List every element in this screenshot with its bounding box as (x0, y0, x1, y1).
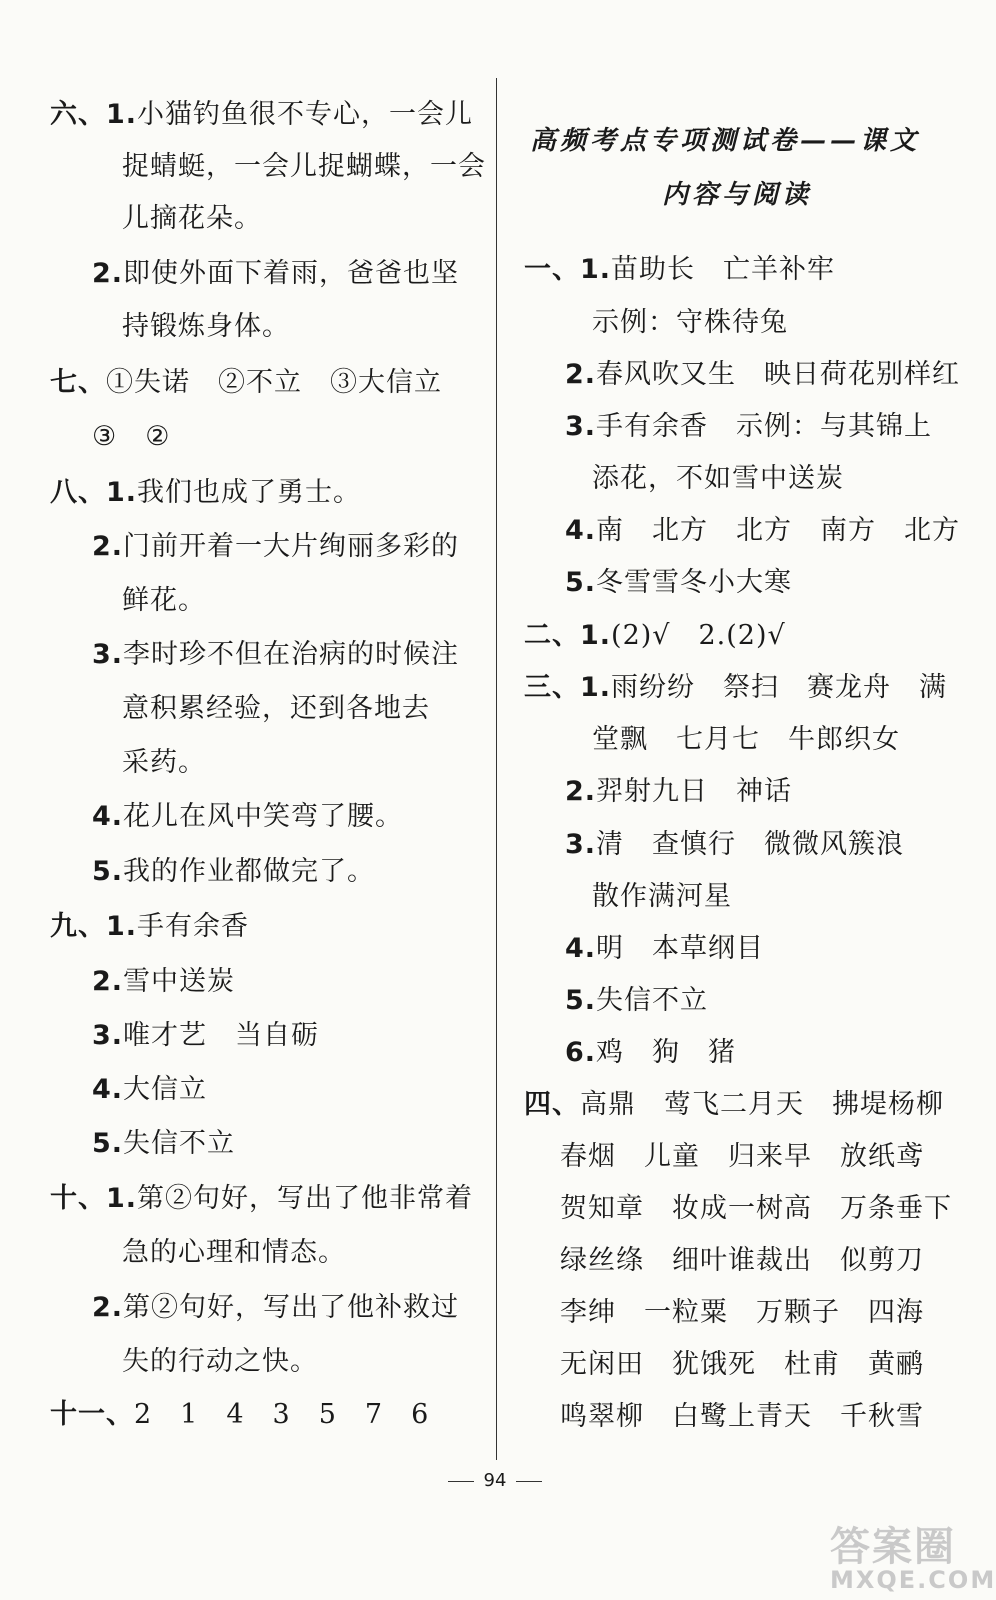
answer-line (122, 692, 430, 726)
answer-line (560, 1244, 924, 1278)
answer-line (565, 932, 764, 966)
answer-text: ①失诺 ②不立 ③大信立 (106, 367, 442, 398)
item-number: 4. (92, 1074, 124, 1105)
answer-line (565, 1036, 736, 1070)
item-number: 2. (92, 1292, 124, 1323)
column-divider (496, 78, 497, 1460)
answer-line (92, 1073, 207, 1107)
answer-text: 雨纷纷 祭扫 赛龙舟 满 (611, 672, 948, 703)
answer-line (122, 1236, 346, 1270)
answer-text: 春烟 儿童 归来早 放纸鸢 (560, 1141, 924, 1172)
page-number-dash-right (516, 1481, 542, 1482)
item-number: 2. (92, 258, 124, 289)
answer-text: 鲜花。 (122, 585, 206, 616)
answer-line (560, 1296, 924, 1330)
answer-line (92, 257, 459, 291)
answer-line (592, 306, 788, 340)
answer-text: 羿射九日 神话 (596, 776, 793, 807)
item-number: 四、 (524, 1089, 580, 1120)
answer-text: 无闲田 犹饿死 杜甫 黄鹂 (560, 1349, 924, 1380)
item-number: 4. (565, 515, 597, 546)
section-title-line: 高频考点专项测试卷——课文 (530, 126, 921, 156)
answer-line (50, 366, 442, 400)
answer-text: 添花，不如雪中送炭 (592, 463, 844, 494)
answer-line (592, 462, 844, 496)
answer-line (122, 746, 206, 780)
answer-line (122, 202, 262, 236)
answer-line (92, 800, 403, 834)
answer-line (565, 984, 708, 1018)
item-number: 2. (92, 966, 124, 997)
answer-line (524, 1088, 944, 1122)
page-number-dash-left (448, 1481, 474, 1482)
answer-line (92, 1291, 459, 1325)
answer-line (92, 1127, 235, 1161)
item-number: 六、1. (50, 99, 138, 130)
watermark-text-bottom: MXQE.COM (830, 1566, 996, 1594)
answer-text: 大信立 (123, 1074, 208, 1105)
item-number: 3. (565, 829, 597, 860)
answer-line (524, 253, 835, 287)
answer-text: 南 北方 北方 南方 北方 (596, 515, 961, 546)
answer-text: 第②句好，写出了他非常着 (137, 1183, 474, 1214)
answer-text: 第②句好，写出了他补救过 (123, 1292, 460, 1323)
answer-text: (2)√ 2.(2)√ (611, 620, 786, 651)
answer-text: 门前开着一大片绚丽多彩的 (123, 531, 460, 562)
item-number: 5. (565, 567, 597, 598)
answer-line (560, 1400, 924, 1434)
answer-text: 小猫钓鱼很不专心，一会儿 (137, 99, 474, 130)
answer-line (92, 420, 170, 454)
item-number: 2. (565, 776, 597, 807)
item-number: 3. (92, 639, 124, 670)
item-number: 5. (92, 856, 124, 887)
answer-text: 2 1 4 3 5 7 6 (134, 1399, 430, 1430)
item-number: 九、1. (50, 911, 138, 942)
item-number: 七、 (50, 367, 106, 398)
answer-text: 鸡 狗 猪 (596, 1037, 737, 1068)
item-number: 八、1. (50, 477, 138, 508)
item-number: 一、1. (524, 254, 612, 285)
item-number: 4. (92, 801, 124, 832)
answer-line (560, 1140, 924, 1174)
item-number: 二、1. (524, 620, 612, 651)
answer-text: 花儿在风中笑弯了腰。 (123, 801, 404, 832)
item-number: 三、1. (524, 672, 612, 703)
answer-text: 清 查慎行 微微风簇浪 (596, 829, 905, 860)
answer-line (592, 880, 732, 914)
answer-line (122, 1345, 318, 1379)
answer-line (592, 723, 900, 757)
watermark-text-top: 答案圈 (830, 1524, 956, 1570)
answer-line (122, 310, 290, 344)
answer-line (524, 619, 786, 653)
answer-text: 唯才艺 当自砺 (123, 1020, 320, 1051)
answer-line (565, 514, 960, 548)
answer-text: 失信不立 (123, 1128, 236, 1159)
answer-text: 捉蜻蜓，一会儿捉蝴蝶，一会 (122, 151, 486, 182)
item-number: 5. (92, 1128, 124, 1159)
watermark-logo (830, 1515, 996, 1595)
answer-text: 手有余香 示例：与其锦上 (596, 411, 933, 442)
answer-text: 儿摘花朵。 (122, 203, 262, 234)
answer-text: 持锻炼身体。 (122, 311, 290, 342)
answer-text: 采药。 (122, 747, 206, 778)
answer-text: 雪中送炭 (123, 966, 236, 997)
answer-text: 冬雪雪冬小大寒 (596, 567, 793, 598)
answer-text: 失的行动之快。 (122, 1346, 318, 1377)
answer-text: 李时珍不但在治病的时候注 (123, 639, 460, 670)
answer-line (565, 775, 792, 809)
answer-line (565, 410, 932, 444)
answer-text: 堂飘 七月七 牛郎织女 (592, 724, 900, 755)
answer-line (50, 476, 361, 510)
answer-line (50, 98, 473, 132)
answer-text: ③ ② (92, 421, 171, 452)
answer-line (92, 855, 375, 889)
item-number: 3. (565, 411, 597, 442)
answer-text: 散作满河星 (592, 881, 732, 912)
answer-text: 示例：守株待兔 (592, 307, 788, 338)
answer-line (565, 566, 792, 600)
answer-text: 我的作业都做完了。 (123, 856, 376, 887)
answer-line (92, 530, 459, 564)
answer-text: 失信不立 (596, 985, 709, 1016)
answer-text: 我们也成了勇士。 (137, 477, 362, 508)
answer-line (565, 358, 960, 392)
item-number: 5. (565, 985, 597, 1016)
answer-text: 苗助长 亡羊补牢 (611, 254, 836, 285)
item-number: 十、1. (50, 1183, 138, 1214)
answer-text: 李绅 一粒粟 万颗子 四海 (560, 1297, 924, 1328)
answer-text: 意积累经验，还到各地去 (122, 693, 430, 724)
answer-line (560, 1192, 952, 1226)
answer-text: 手有余香 (137, 911, 250, 942)
answer-line (50, 910, 249, 944)
answer-line (122, 584, 206, 618)
item-number: 2. (565, 359, 597, 390)
answer-line (565, 828, 904, 862)
answer-line (560, 1348, 924, 1382)
item-number: 2. (92, 531, 124, 562)
answer-text: 春风吹又生 映日荷花别样红 (596, 359, 961, 390)
answer-text: 贺知章 妆成一树高 万条垂下 (560, 1193, 952, 1224)
answer-line (50, 1398, 429, 1432)
answer-text: 鸣翠柳 白鹭上青天 千秋雪 (560, 1401, 924, 1432)
page-number (430, 1470, 560, 1491)
answer-line (524, 671, 947, 705)
page-number-text: 94 (483, 1470, 507, 1491)
answer-line (92, 638, 459, 672)
answer-line (122, 150, 486, 184)
answer-text: 高鼎 莺飞二月天 拂堤杨柳 (580, 1089, 944, 1120)
item-number: 3. (92, 1020, 124, 1051)
answer-line (92, 1019, 319, 1053)
item-number: 十一、 (50, 1399, 134, 1430)
item-number: 6. (565, 1037, 597, 1068)
answer-line (92, 965, 235, 999)
answer-text: 绿丝绦 细叶谁裁出 似剪刀 (560, 1245, 924, 1276)
answer-text: 急的心理和情态。 (122, 1237, 346, 1268)
section-title-line: 内容与阅读 (662, 180, 813, 210)
item-number: 4. (565, 933, 597, 964)
answer-text: 即使外面下着雨，爸爸也坚 (123, 258, 460, 289)
answer-text: 明 本草纲目 (596, 933, 765, 964)
answer-line (50, 1182, 473, 1216)
